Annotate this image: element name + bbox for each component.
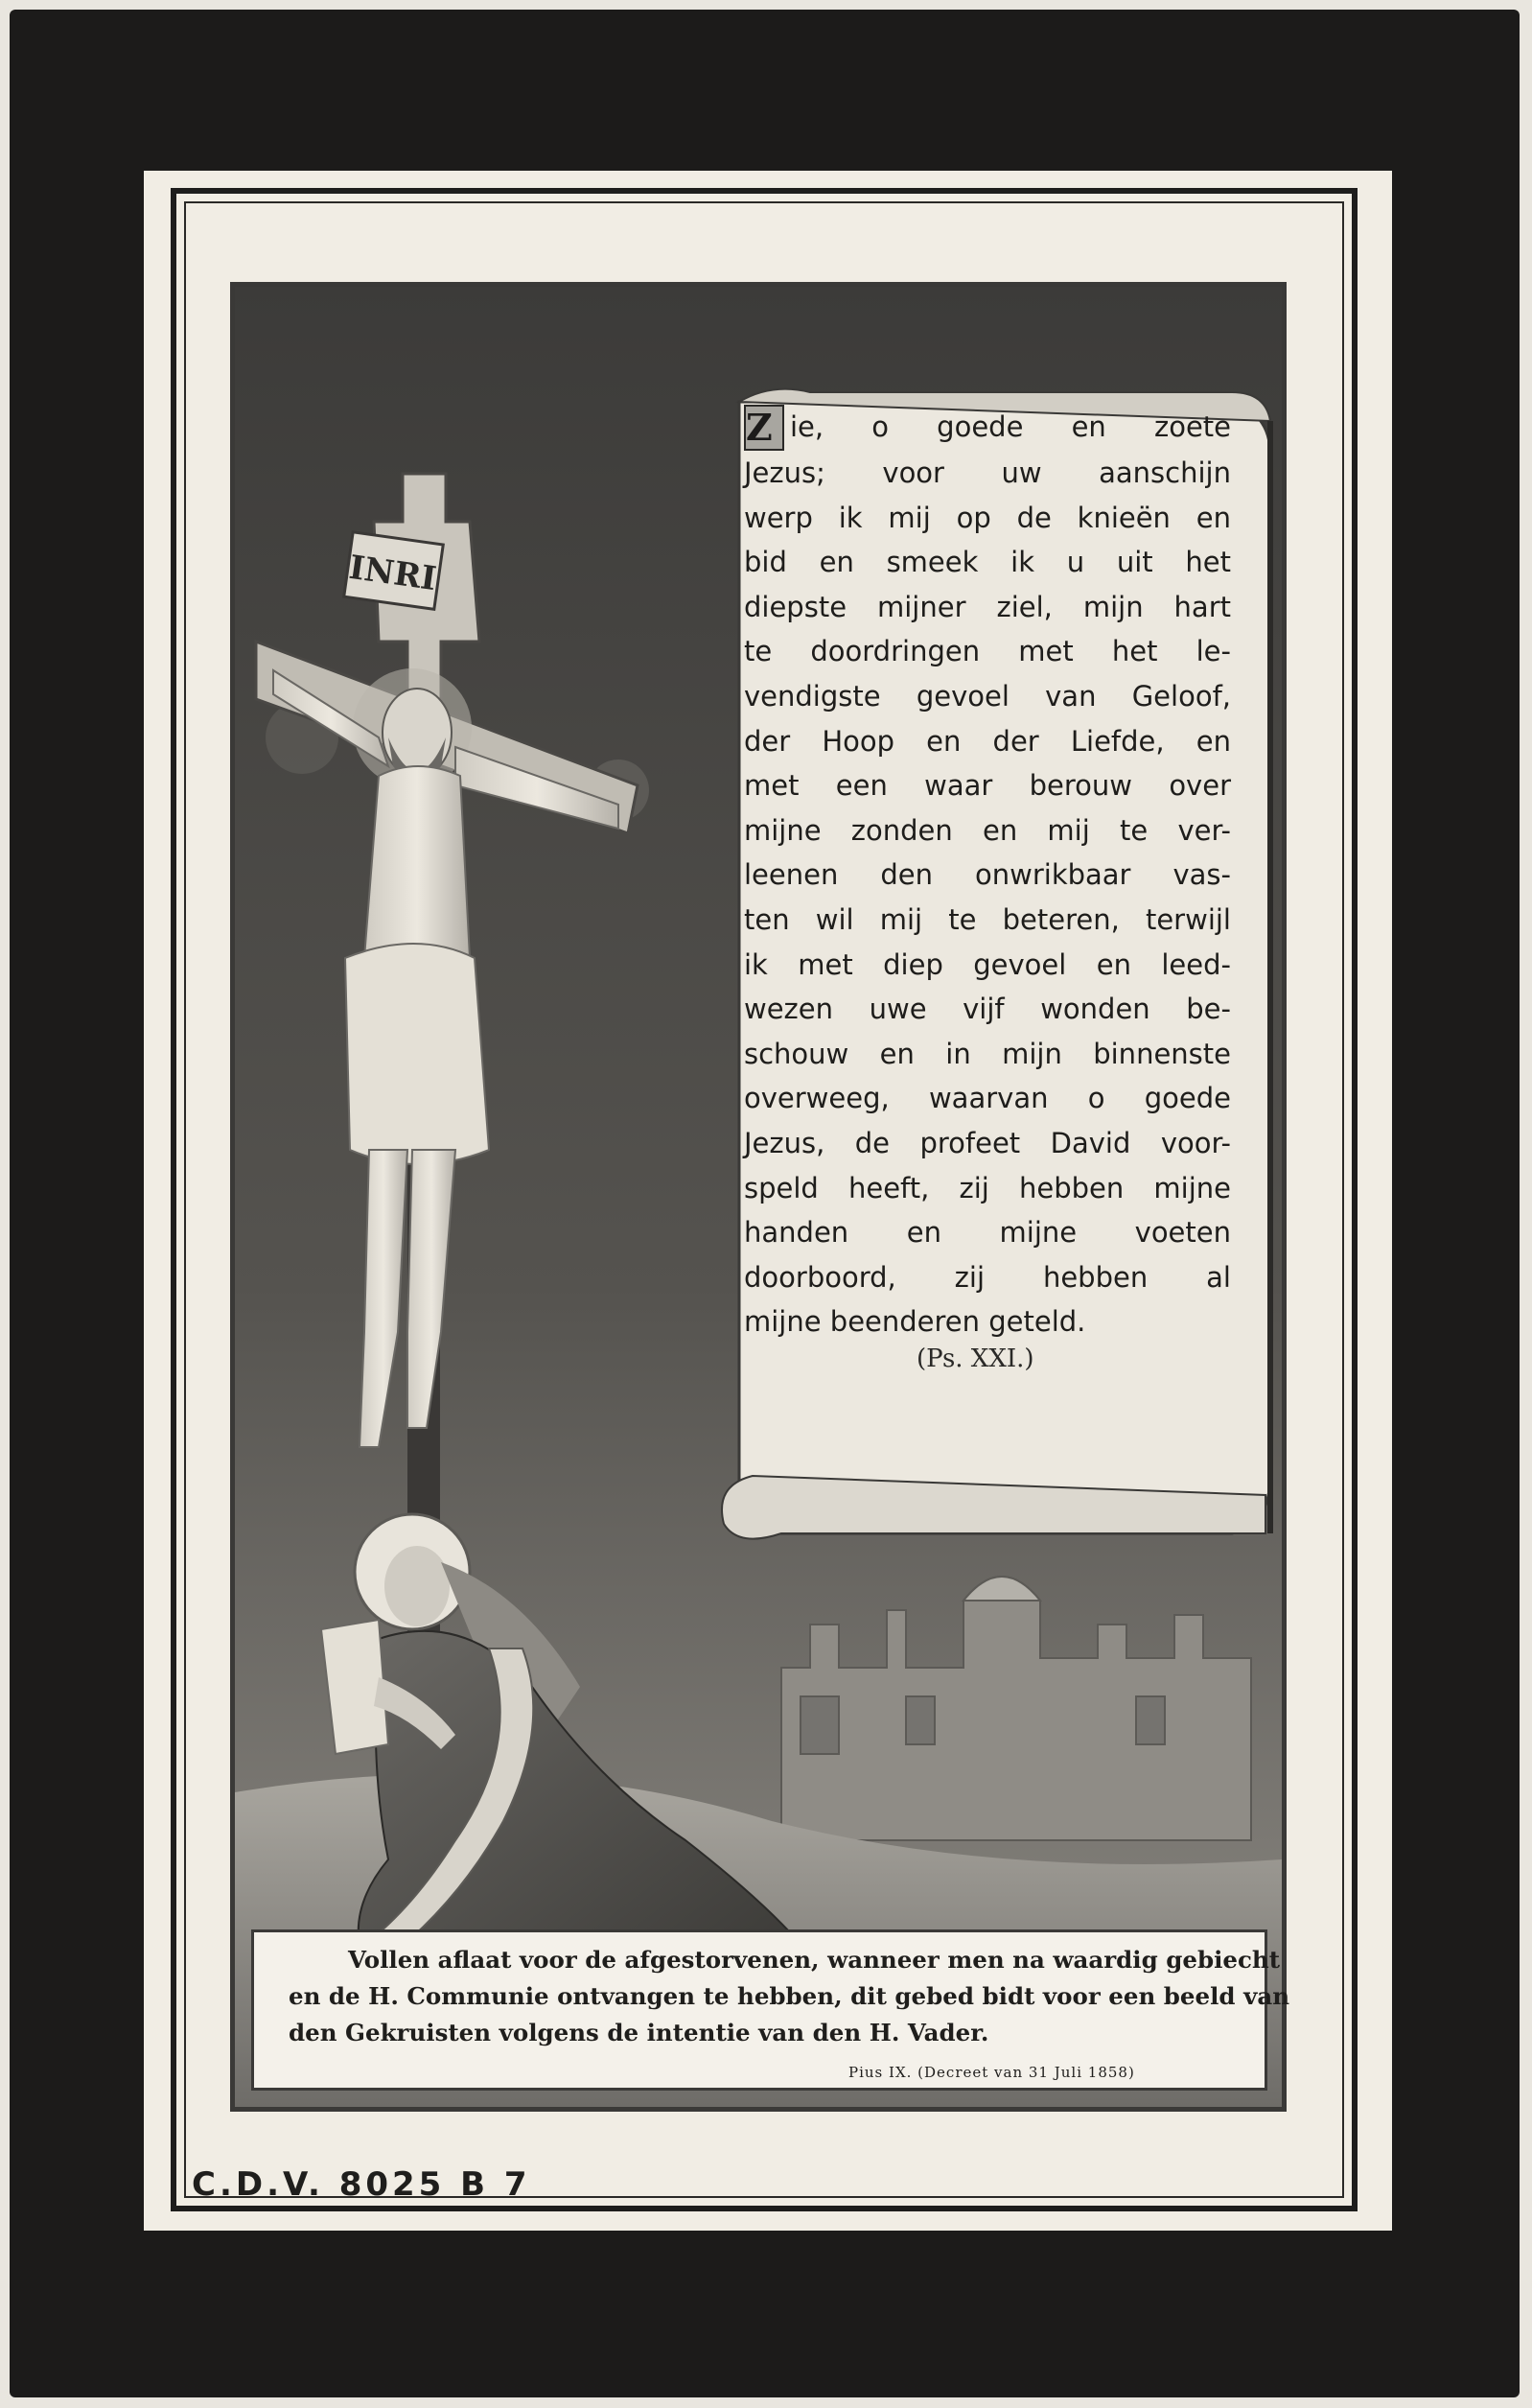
catalog-number: C.D.V. 8025 B 7	[192, 2165, 531, 2204]
decree-note: Pius IX. (Decreet van 31 Juli 1858)	[848, 2064, 1135, 2081]
prayer-line: bid en smeek ik u uit het	[744, 546, 1231, 579]
prayer-line: handen en mijne voeten	[744, 1216, 1231, 1250]
psalm-reference: (Ps. XXI.)	[917, 1344, 1034, 1373]
prayer-line: Jezus, de profeet David voor-	[744, 1126, 1231, 1159]
prayer-text	[744, 405, 1231, 1344]
prayer-line: der Hoop en der Liefde, en	[744, 724, 1231, 758]
prayer-line: speld heeft, zij hebben mijne	[744, 1171, 1231, 1204]
prayer-line: mijne beenderen geteld.	[744, 1305, 1086, 1339]
prayer-line: ten wil mij te beteren, terwijl	[744, 902, 1231, 936]
prayer-line: leenen den onwrikbaar vas-	[744, 858, 1231, 892]
inri-text: INRI	[346, 548, 439, 599]
prayer-line	[744, 405, 1231, 451]
prayer-line: wezen uwe vijf wonden be-	[744, 993, 1231, 1026]
prayer-line: schouw en in mijn binnenste	[744, 1037, 1231, 1070]
prayer-line: ik met diep gevoel en leed-	[744, 947, 1231, 981]
prayer-line: diepste mijner ziel, mijn hart	[744, 590, 1231, 623]
indulgence-box	[251, 1929, 1290, 2091]
christ-torso	[364, 766, 470, 972]
prayer-line: doorboord, zij hebben al	[744, 1260, 1231, 1294]
drop-cap: Z	[744, 405, 784, 451]
prayer-line: vendigste gevoel van Geloof,	[744, 679, 1231, 713]
prayer-line-text: ie, o goede en zoete	[790, 410, 1231, 443]
indulgence-line: Vollen aflaat voor de afgestorvenen, wanneer men na waardig gebiecht	[348, 1946, 1281, 1974]
indulgence-line: en de H. Communie ontvangen te hebben, dit gebed bidt voor een beeld van	[289, 1982, 1290, 2010]
prayer-line: werp ik mij op de knieën en	[744, 501, 1231, 534]
prayer-line: Jezus; voor uw aanschijn	[744, 456, 1231, 489]
figure-head	[384, 1546, 450, 1626]
prayer-line: overweeg, waarvan o goede	[744, 1082, 1231, 1115]
prayer-line: te doordringen met het le-	[744, 635, 1231, 668]
christ-loincloth	[345, 944, 489, 1164]
prayer-line: mijne zonden en mij te ver-	[744, 813, 1231, 847]
prayer-line: met een waar berouw over	[744, 769, 1231, 803]
indulgence-line: den Gekruisten volgens de intentie van den H. Vader.	[289, 2019, 989, 2046]
